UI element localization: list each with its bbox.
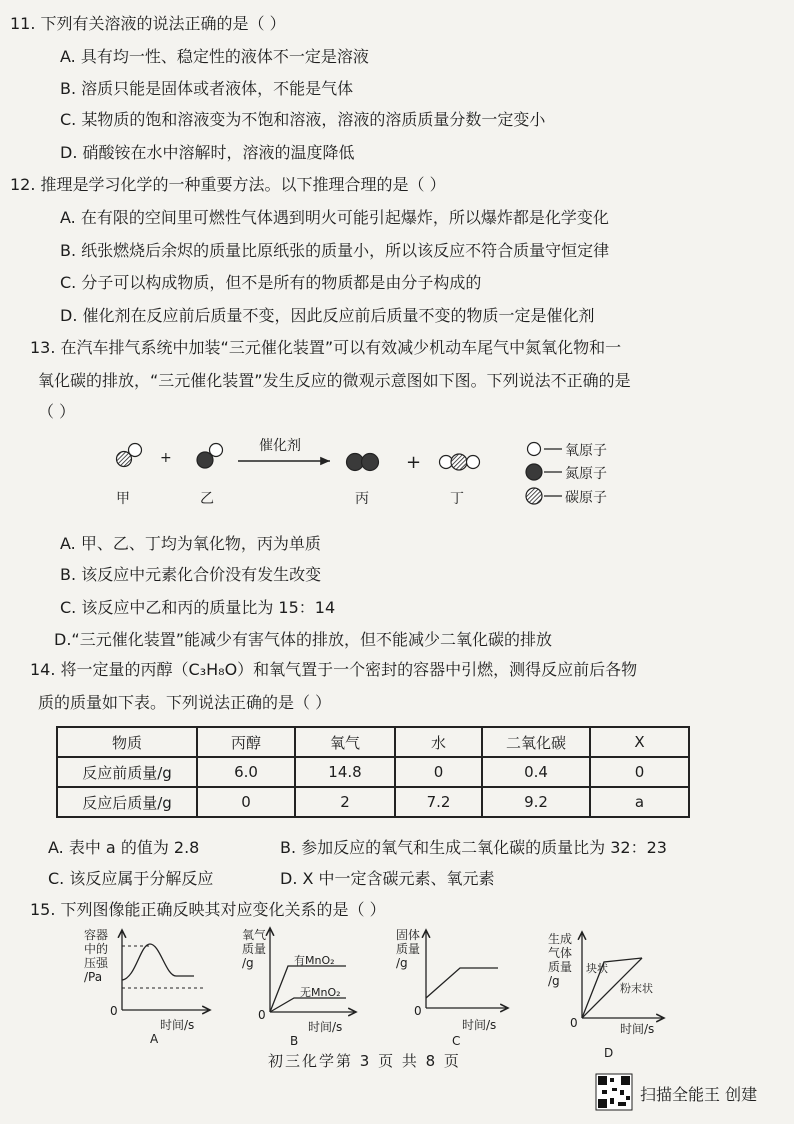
graph-b-ylabel: 氧气 质量 /g [242,928,267,970]
legend-carbon-label: 碳原子 [565,490,607,506]
page-footer: 初三化学第 3 页 共 8 页 [268,1052,461,1070]
table-cell: 6.0 [197,757,295,787]
q13-option-d: D.“三元催化装置”能减少有害气体的排放，但不能减少二氧化碳的排放 [54,630,552,649]
graph-c [426,930,508,1008]
label-jia: 甲 [116,491,130,507]
graph-c-ylabel: 固体 质量 /g [396,928,421,970]
q13-option-a: A. 甲、乙、丁均为氧化物，丙为单质 [60,534,321,553]
q15-stem: 15. 下列图像能正确反映其对应变化关系的是（ ） [30,900,386,919]
graph-c-origin: 0 [414,1004,422,1018]
graph-b-curve-label: 无MnO₂ [300,986,341,999]
label-bing: 丙 [355,491,369,507]
q14-option-b: B. 参加反应的氧气和生成二氧化碳的质量比为 32：23 [280,838,667,857]
legend-oxygen-label: 氧原子 [565,443,607,459]
q13-stem-line1: 13. 在汽车排气系统中加装“三元催化装置”可以有效减少机动车尾气中氮氧化物和一 [30,338,622,357]
catalyst-label: 催化剂 [259,438,301,454]
graph-d-xlabel: 时间/s [620,1022,655,1036]
label-yi: 乙 [200,491,214,507]
q11-option-a: A. 具有均一性、稳定性的液体不一定是溶液 [60,47,369,66]
graph-d-letter: D [604,1046,614,1060]
table-header-cell: 水 [395,727,482,757]
graph-a [122,930,210,1010]
q11-stem: 11. 下列有关溶液的说法正确的是（ ） [10,14,286,33]
label-ding: 丁 [450,491,464,507]
graph-d-curve-label: 粉末状 [620,982,653,995]
q11-option-d: D. 硝酸铵在水中溶解时，溶液的温度降低 [60,143,355,162]
legend-nitrogen-label: 氮原子 [565,466,607,482]
graph-d-ylabel: 生成 气体 质量 /g [548,932,573,988]
q11-option-c: C. 某物质的饱和溶液变为不饱和溶液，溶液的溶质质量分数一定变小 [60,110,546,129]
q14-stem-line1: 14. 将一定量的丙醇（C₃H₈O）和氧气置于一个密封的容器中引燃，测得反应前后各物 [30,660,638,679]
graph-c-xlabel: 时间/s [462,1018,497,1032]
graph-c-letter: C [452,1034,461,1048]
graph-a-origin: 0 [110,1004,118,1018]
table-cell: a [590,787,689,817]
q13-stem-line3: （ ） [38,402,76,421]
q14-stem-line2: 质的质量如下表。下列说法正确的是（ ） [38,693,332,712]
q12-option-d: D. 催化剂在反应前后质量不变，因此反应前后质量不变的物质一定是催化剂 [60,306,595,325]
table-cell: 0 [395,757,482,787]
graph-d-origin: 0 [570,1016,578,1030]
table-cell: 9.2 [482,787,590,817]
qr-code-icon [596,1074,632,1110]
q13-stem-line2: 氧化碳的排放，“三元催化装置”发生反应的微观示意图如下图。下列说法不正确的是 [38,371,631,390]
q12-option-b: B. 纸张燃烧后余烬的质量比原纸张的质量小，所以该反应不符合质量守恒定律 [60,241,610,260]
table-cell: 反应前质量/g [57,757,197,787]
table-cell: 2 [295,787,395,817]
graph-d-curve-label: 块状 [586,962,608,975]
q13-option-b: B. 该反应中元素化合价没有发生改变 [60,565,322,584]
q13-option-c: C. 该反应中乙和丙的质量比为 15：14 [60,598,336,617]
graph-a-xlabel: 时间/s [160,1018,195,1032]
table-header-cell: 物质 [57,727,197,757]
table-cell: 0.4 [482,757,590,787]
q14-option-d: D. X 中一定含碳元素、氧元素 [280,869,495,888]
q14-option-c: C. 该反应属于分解反应 [48,869,214,888]
table-header-cell: X [590,727,689,757]
table-cell: 反应后质量/g [57,787,197,817]
table-cell: 14.8 [295,757,395,787]
table-cell: 0 [590,757,689,787]
table-header-cell: 丙醇 [197,727,295,757]
graph-b-letter: B [290,1034,299,1048]
table-header-cell: 氧气 [295,727,395,757]
q12-option-a: A. 在有限的空间里可燃性气体遇到明火可能引起爆炸，所以爆炸都是化学变化 [60,208,609,227]
q14-option-a: A. 表中 a 的值为 2.8 [48,838,200,857]
graph-a-ylabel: 容器 中的 压强 /Pa [84,928,109,984]
table-header-cell: 二氧化碳 [482,727,590,757]
table-cell: 7.2 [395,787,482,817]
graph-b-curve-label: 有MnO₂ [294,954,335,967]
table-cell: 0 [197,787,295,817]
scanner-watermark: 扫描全能王 创建 [640,1085,758,1104]
q11-option-b: B. 溶质只能是固体或者液体，不能是气体 [60,79,354,98]
graph-b-origin: 0 [258,1008,266,1022]
q12-option-c: C. 分子可以构成物质，但不是所有的物质都是由分子构成的 [60,273,482,292]
q12-stem: 12. 推理是学习化学的一种重要方法。以下推理合理的是（ ） [10,175,446,194]
plus-sign: + [160,450,172,466]
plus-sign: + [406,452,422,473]
graph-a-letter: A [150,1032,159,1046]
graph-b-xlabel: 时间/s [308,1020,343,1034]
